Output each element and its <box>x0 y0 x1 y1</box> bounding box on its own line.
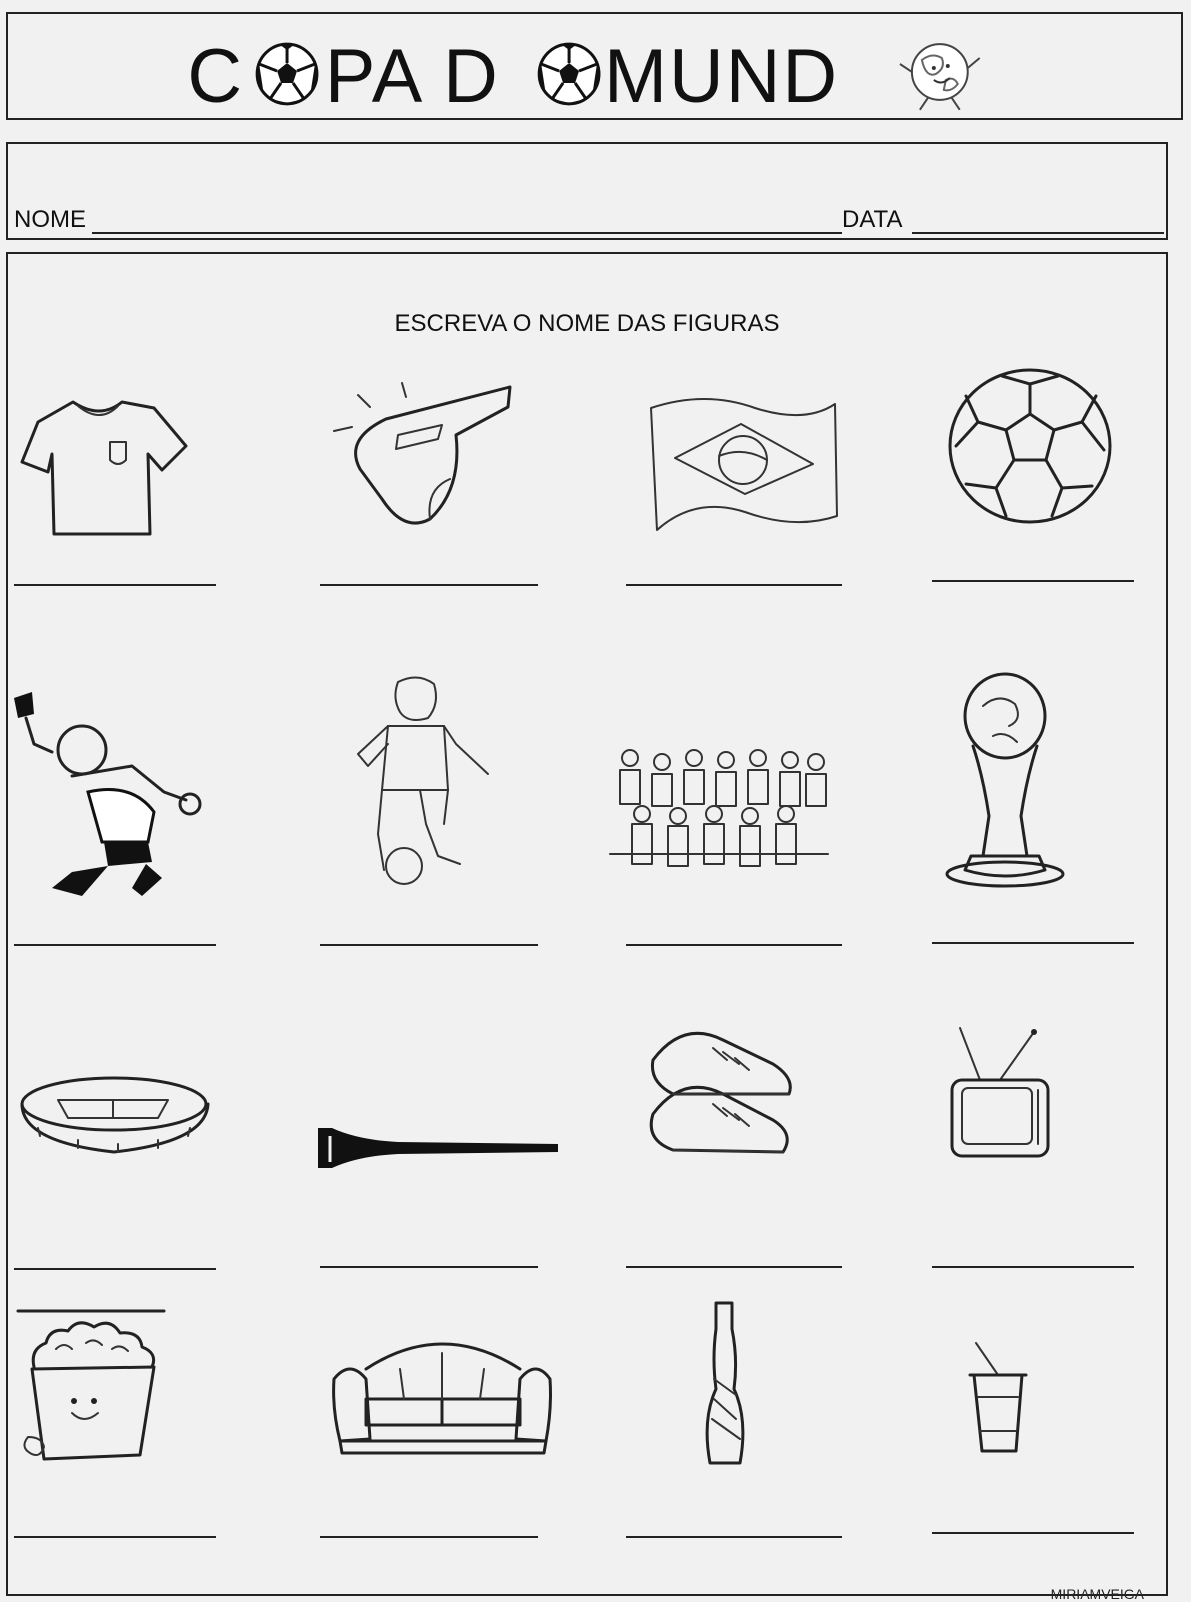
answer-line[interactable] <box>626 1266 842 1268</box>
television-icon <box>926 1024 1061 1164</box>
popcorn-icon <box>16 1309 166 1469</box>
date-label: DATA <box>842 206 903 233</box>
instruction-text: ESCREVA O NOME DAS FIGURAS <box>394 310 780 337</box>
answer-line[interactable] <box>320 584 538 586</box>
soccer-ball-letter-icon <box>257 43 317 104</box>
answer-line[interactable] <box>320 944 538 946</box>
answer-line[interactable] <box>14 1536 216 1538</box>
answer-line[interactable] <box>626 944 842 946</box>
answer-line[interactable] <box>14 944 216 946</box>
answer-line[interactable] <box>626 1536 842 1538</box>
answer-line[interactable] <box>14 1268 216 1270</box>
title-mund: MUND <box>603 33 840 119</box>
title-pa-d: PA D <box>324 33 500 119</box>
answer-line[interactable] <box>932 942 1134 944</box>
name-date-section <box>6 142 1168 240</box>
smiling-globe-icon <box>900 44 980 110</box>
referee-icon <box>12 692 202 897</box>
title-c: C <box>187 33 245 119</box>
name-label: NOME <box>14 206 86 233</box>
stadium-icon <box>18 1074 213 1159</box>
answer-line[interactable] <box>932 1266 1134 1268</box>
title-banner <box>6 12 1183 120</box>
soccer-ball-letter-icon <box>539 43 599 104</box>
vuvuzela-icon <box>318 1126 563 1171</box>
answer-line[interactable] <box>626 584 842 586</box>
soccer-cleats-icon <box>643 1020 803 1170</box>
world-cup-trophy-icon <box>943 666 1068 891</box>
answer-line[interactable] <box>932 580 1134 582</box>
name-field[interactable] <box>92 232 842 234</box>
brazil-flag-icon <box>645 394 845 539</box>
date-field[interactable] <box>912 232 1164 234</box>
sofa-icon <box>330 1329 555 1459</box>
author-credit: MIRIAMVEIGA <box>1050 1586 1144 1602</box>
drink-cup-icon <box>968 1339 1028 1459</box>
answer-line[interactable] <box>320 1536 538 1538</box>
soda-bottle-icon <box>698 1299 753 1469</box>
soccer-player-icon <box>348 674 498 889</box>
worksheet <box>6 252 1168 1602</box>
whistle-icon <box>330 379 520 529</box>
answer-line[interactable] <box>14 584 216 586</box>
answer-line[interactable] <box>932 1532 1134 1534</box>
answer-line[interactable] <box>320 1266 538 1268</box>
page-title <box>8 22 1181 119</box>
shirt-icon <box>18 394 188 539</box>
team-photo-icon <box>606 744 831 889</box>
soccer-ball-icon <box>946 366 1116 531</box>
